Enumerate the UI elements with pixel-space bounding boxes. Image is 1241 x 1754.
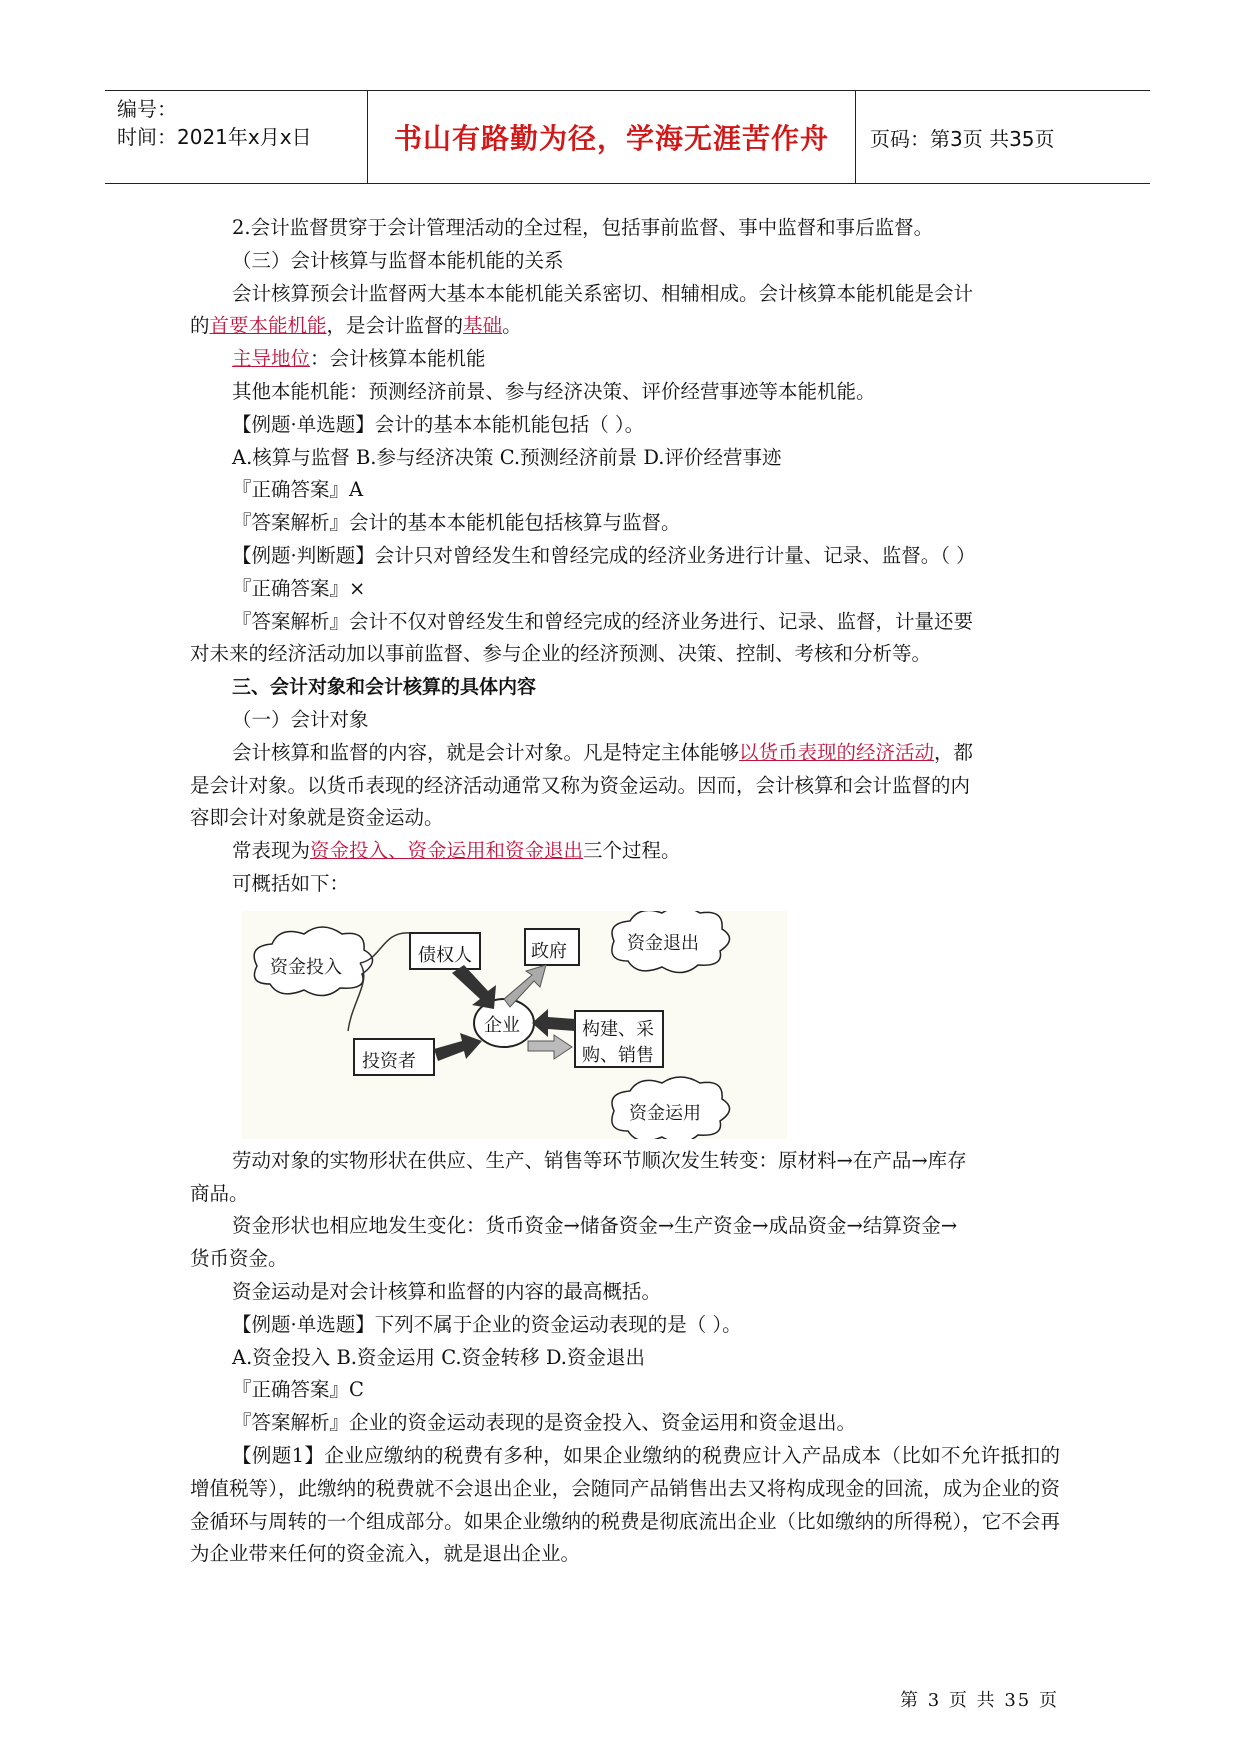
paragraph <box>190 737 1060 770</box>
fund-movement-diagram <box>242 911 787 1139</box>
arrow-enterprise-build <box>528 1035 572 1059</box>
page-footer: 第 3 页 共 35 页 <box>900 1690 1059 1711</box>
answer-analysis: 『答案解析』会计不仅对曾经发生和曾经完成的经济业务进行、记录、监督，计量还要 <box>232 609 974 633</box>
label-fund-use: 资金运用 <box>629 1102 701 1124</box>
answer-analysis: 『答案解析』企业的资金运动表现的是资金投入、资金运用和资金退出。 <box>232 1411 857 1435</box>
correct-answer: 『正确答案』× <box>232 576 366 600</box>
paragraph: 容即会计对象就是资金运动。 <box>190 806 444 830</box>
text: 常表现为 <box>232 839 311 863</box>
answer-analysis: 『答案解析』会计的基本本能机能包括核算与监督。 <box>232 511 681 535</box>
label-government: 政府 <box>531 940 567 962</box>
correct-answer: 『正确答案』A <box>232 478 364 502</box>
text: ，是会计监督的 <box>326 314 464 338</box>
answer-options: A.资金投入 B.资金运用 C.资金转移 D.资金退出 <box>232 1345 645 1369</box>
highlight-primary-function: 首要本能机能 <box>209 314 327 338</box>
text: 会计核算和监督的内容，就是会计对象。凡是特定主体能够 <box>232 740 740 764</box>
label-build-line1: 构建、采 <box>582 1018 654 1040</box>
section-heading: 三、会计对象和会计核算的具体内容 <box>232 676 537 699</box>
paragraph: 劳动对象的实物形状在供应、生产、销售等环节顺次发生转变：原材料→在产品→库存 <box>232 1148 967 1172</box>
subsection-heading: （一）会计对象 <box>232 707 369 731</box>
correct-answer: 『正确答案』C <box>232 1378 364 1402</box>
paragraph: 可概括如下： <box>232 871 350 895</box>
label-creditor: 债权人 <box>418 944 472 966</box>
document-header <box>105 90 1150 184</box>
paragraph: 会计核算预会计监督两大基本本能机能关系密切、相辅相成。会计核算本能机能是会计 <box>232 281 974 305</box>
example-question: 【例题·单选题】会计的基本本能机能包括（ ）。 <box>232 412 645 436</box>
header-meta-cell <box>105 91 368 183</box>
arrow-investor-enterprise <box>434 1033 482 1061</box>
arrow-build-enterprise <box>532 1009 575 1037</box>
example-1-paragraph: 【例题1】企业应缴纳的税费有多种，如果企业缴纳的税费应计入产品成本（比如不允许抵扣的增值税等），此缴纳的税费就不会退出企业，会随同产品销售出去又将构成现金的回流，成为企业的资金循环与周转的一个组成部分。如果企业缴纳的税费是彻底流出企业（比如缴纳的所得税），它不会再为企业带来任何的资金流入，就是退出企业。 <box>190 1443 1060 1566</box>
text: ，都 <box>934 740 974 764</box>
label-build-line2: 购、销售 <box>582 1044 654 1066</box>
label-enterprise: 企业 <box>484 1014 520 1036</box>
section-heading: （三）会计核算与监督本能机能的关系 <box>232 248 564 272</box>
text: 的 <box>190 314 210 338</box>
arrow-enterprise-government <box>504 965 546 1007</box>
paragraph: 商品。 <box>190 1181 249 1205</box>
highlight-basis: 基础 <box>463 314 503 338</box>
text: ：会计核算本能机能 <box>310 347 486 371</box>
paragraph: 资金运动是对会计核算和监督的内容的最高概括。 <box>232 1279 662 1303</box>
header-page-info: 页码：第3页 共35页 <box>870 126 1055 151</box>
highlight-monetary-activity: 以货币表现的经济活动 <box>739 740 935 764</box>
paragraph: 其他本能机能：预测经济前景、参与经济决策、评价经营事迹等本能机能。 <box>232 379 876 403</box>
label-fund-in: 资金投入 <box>270 956 342 978</box>
header-motto: 书山有路勤为径，学海无涯苦作舟 <box>368 91 856 183</box>
answer-options: A.核算与监督 B.参与经济决策 C.预测经济前景 D.评价经营事迹 <box>232 445 782 469</box>
example-question: 【例题·判断题】会计只对曾经发生和曾经完成的经济业务进行计量、记录、监督。（ ） <box>232 543 976 567</box>
paragraph: 是会计对象。以货币表现的经济活动通常又称为资金运动。因而，会计核算和会计监督的内 <box>190 773 971 797</box>
label-fund-out: 资金退出 <box>627 932 699 954</box>
document-body <box>190 212 1060 1571</box>
highlight-three-processes: 资金投入、资金运用和资金退出 <box>310 839 584 863</box>
paragraph: 资金形状也相应地发生变化：货币资金→储备资金→生产资金→成品资金→结算资金→ <box>232 1214 958 1238</box>
time-label: 时间：2021年x月x日 <box>117 125 312 149</box>
label-investor: 投资者 <box>362 1050 416 1072</box>
highlight-leading-position: 主导地位 <box>232 347 311 371</box>
paragraph <box>190 343 1060 376</box>
text: 。 <box>502 314 522 338</box>
arrow-creditor-enterprise <box>452 965 496 1009</box>
example-question: 【例题·单选题】下列不属于企业的资金运动表现的是（ ）。 <box>232 1312 742 1336</box>
paragraph: 2.会计监督贯穿于会计管理活动的全过程，包括事前监督、事中监督和事后监督。 <box>232 216 934 239</box>
paragraph <box>190 835 1060 868</box>
text: 三个过程。 <box>583 839 681 863</box>
code-label: 编号： <box>117 97 177 121</box>
paragraph: 货币资金。 <box>190 1247 288 1271</box>
paragraph <box>190 310 1060 343</box>
answer-analysis-cont: 对未来的经济活动加以事前监督、参与企业的经济预测、决策、控制、考核和分析等。 <box>190 642 932 666</box>
